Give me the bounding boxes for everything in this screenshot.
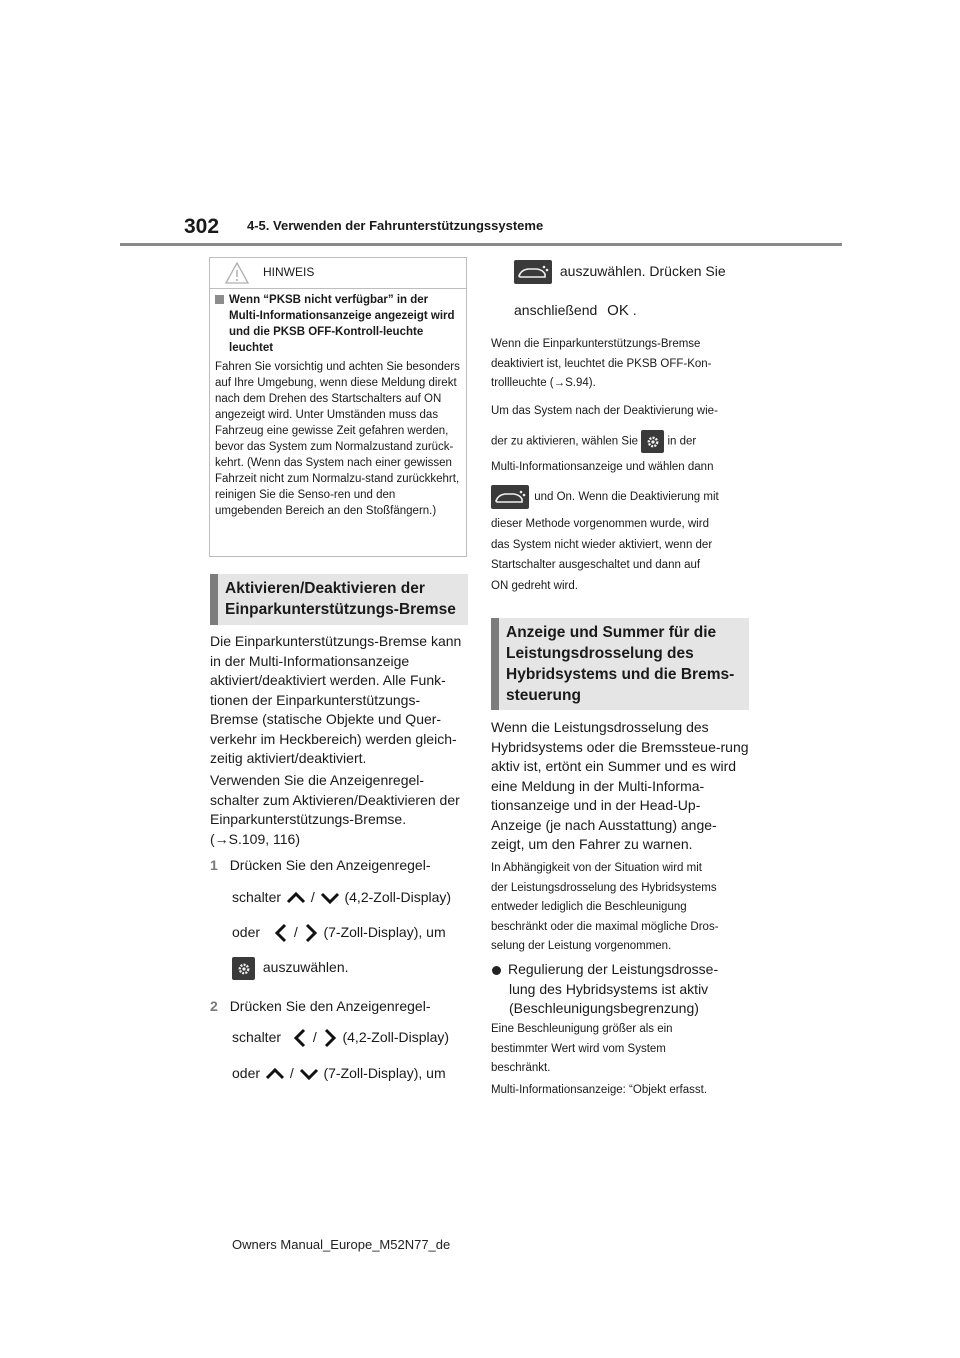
- step-1-slash-2: /: [293, 924, 298, 940]
- right-note-2-line-3: Multi-Informationsanzeige und wählen dann: [491, 461, 714, 473]
- right-note-1-line: trollleuchte (→S.94).: [491, 377, 596, 389]
- left-paragraph-2: [210, 771, 466, 849]
- footer-text: Owners Manual_Europe_M52N77_de: [232, 1237, 451, 1252]
- right-note-3-line: entweder lediglich die Beschleunigung: [491, 901, 687, 913]
- right-note-5: Multi-Informationsanzeige: “Objekt erfasst.: [491, 1084, 708, 1096]
- chevron-left-icon: [272, 923, 290, 943]
- bullet-text-2: lung des Hybridsystems ist aktiv: [509, 980, 709, 997]
- car-sensor-icon: [514, 260, 552, 284]
- right-cont-text-2: anschließend: [514, 302, 598, 318]
- step-1-line-3: [232, 923, 446, 943]
- right-note-1: [491, 335, 749, 394]
- right-cont-text-1: auszuwählen. Drücken Sie: [559, 262, 726, 279]
- chevron-down-icon: [319, 891, 341, 905]
- step-2-text-1: Drücken Sie den Anzeigenregel-: [229, 998, 431, 1014]
- chevron-left-icon: [291, 1028, 309, 1048]
- notice-body: Fahren Sie vorsichtig und achten Sie besonders auf Ihre Umgebung, wenn diese Meldung direkt nach dem Drehen des Startschalters auf ON angezeigt wird. Unter Umständen muss das Fahrzeug eine gewisse Zeit gefahren werden, bevor das System zum Normalzustand zurück-kehrt. (Wenn das System nach einer gewissen Fahrzeit nicht zum Normalzu-stand zurückkehrt, reinigen Sie die Senso-ren und den umgebenden Bereich an den Stoßfängern.): [215, 361, 460, 517]
- section-title: 4-5. Verwenden der Fahrunterstützungssysteme: [247, 218, 544, 233]
- left-paragraph-2-text: Verwenden Sie die Anzeigenregel-schalter zum Aktivieren/Deaktivieren der Einparkunterstützungs-Bremse.: [210, 772, 460, 827]
- notice-header: [210, 258, 466, 289]
- step-2-slash-2: /: [289, 1065, 294, 1081]
- step-1-line-1: [210, 856, 430, 876]
- right-note-2-rest-line: das System nicht wieder aktiviert, wenn der: [491, 538, 713, 551]
- right-note-1-line: Wenn die Einparkunterstützungs-Bremse: [491, 338, 701, 350]
- step-1-number: 1: [210, 857, 218, 873]
- notice-title: HINWEIS: [263, 265, 315, 279]
- right-note-2-rest-line: ON gedreht wird.: [491, 579, 578, 592]
- notice-lead: [215, 292, 459, 356]
- step-1-line-4: [232, 957, 349, 980]
- step-2-line-2: [232, 1028, 449, 1048]
- step-1-text-2b: (4,2-Zoll-Display): [344, 889, 452, 905]
- right-note-2-line-2: [491, 430, 696, 453]
- right-note-2-text-4: und On. Wenn die Deaktivierung mit: [534, 491, 719, 504]
- right-cont-line-2: [514, 301, 637, 321]
- gear-icon: [641, 430, 664, 453]
- step-1-text-2a: schalter: [232, 889, 282, 905]
- right-note-3: [491, 859, 719, 957]
- step-1-text-3a: oder: [232, 924, 261, 940]
- heading-power-restriction: Anzeige und Summer für die Leistungsdrosselung des Hybridsystems und die Brems-steuerung: [491, 618, 749, 710]
- right-note-3-line: der Leistungsdrosselung des Hybridsystems: [491, 881, 717, 894]
- right-note-2-line-4: [491, 485, 719, 509]
- step-1-text-4: auszuwählen.: [262, 959, 349, 976]
- step-2-text-2a: schalter: [232, 1029, 282, 1045]
- chevron-right-icon: [321, 1028, 339, 1048]
- step-2-line-1: [210, 997, 430, 1017]
- notice-lead-text: Wenn “PKSB nicht verfügbar” in der Multi-Informationsanzeige angezeigt wird und die PKSB OFF-Kontroll-leuchte leuchtet: [229, 294, 455, 354]
- right-note-3-line: beschränkt oder die maximal mögliche Dros-: [491, 920, 719, 933]
- step-1-text-1: Drücken Sie den Anzeigenregel-: [229, 857, 431, 873]
- header-rule: [120, 243, 842, 246]
- right-note-2-rest-line: dieser Methode vorgenommen wurde, wird: [491, 518, 709, 530]
- notice-box: [209, 257, 467, 557]
- right-note-2-rest: [491, 514, 712, 596]
- right-note-4-line: Eine Beschleunigung größer als ein: [491, 1023, 673, 1035]
- gear-icon: [232, 957, 255, 980]
- chevron-up-icon: [264, 1067, 286, 1081]
- warning-triangle-icon: [224, 261, 250, 285]
- right-note-2-text-2b: in der: [667, 435, 697, 448]
- bullet-item: [492, 960, 718, 1019]
- page-number: 302: [184, 215, 220, 238]
- right-note-3-line: selung der Leistung vorgenommen.: [491, 940, 672, 952]
- bullet-text-3: (Beschleunigungsbegrenzung): [509, 1000, 699, 1016]
- right-note-2-line-1: Um das System nach der Deaktivierung wie-: [491, 405, 718, 417]
- right-cont-line-1: [514, 260, 726, 284]
- right-note-2-rest-line: Startschalter ausgeschaltet und dann auf: [491, 559, 701, 571]
- right-note-4-line: beschränkt.: [491, 1062, 551, 1074]
- right-note-1-line: deaktiviert ist, leuchtet die PKSB OFF-Kon-: [491, 357, 712, 370]
- step-2-slash-1: /: [312, 1029, 317, 1045]
- bullet-dot-icon: [492, 966, 501, 975]
- step-1-line-2: [232, 888, 451, 908]
- right-cont-text-2-end: .: [632, 302, 637, 318]
- chevron-up-icon: [285, 891, 307, 905]
- step-2-text-3a: oder: [232, 1065, 261, 1081]
- step-2-number: 2: [210, 998, 218, 1014]
- ok-icon: OK: [607, 302, 629, 319]
- right-note-4: [491, 1020, 673, 1079]
- left-paragraph-1: Die Einparkunterstützungs-Bremse kann in der Multi-Informationsanzeige aktiviert/deaktiviert werden. Alle Funk-tionen der Einparkunterstützungs-Bremse (statische Objekte und Quer-verkehr im Heckbereich) werden gleich-zeitig aktiviert/deaktiviert.: [210, 633, 462, 766]
- right-note-2-text-2a: der zu aktivieren, wählen Sie: [491, 435, 639, 448]
- bullet-text-1: Regulierung der Leistungsdrosse-: [508, 961, 719, 977]
- step-2-line-3: [232, 1064, 446, 1084]
- right-paragraph: Wenn die Leistungsdrosselung des Hybridsystems oder die Bremssteue-rung aktiv ist, ertönt ein Summer und es wird eine Meldung in der Multi-Informa-tionsanzeige und in der Head-Up-Anzeige (je nach Ausstattung) ange-zeigt, um den Fahrer zu warnen.: [491, 719, 749, 852]
- left-paragraph-2-ref: (→S.109, 116): [210, 830, 301, 847]
- step-2-text-2b: (4,2-Zoll-Display): [342, 1029, 450, 1045]
- right-note-4-line: bestimmter Wert wird vom System: [491, 1042, 666, 1055]
- step-1-text-3b: (7-Zoll-Display), um: [323, 924, 446, 940]
- right-note-3-line: In Abhängigkeit von der Situation wird mit: [491, 862, 702, 874]
- heading-activate-deactivate: Aktivieren/Deaktivieren der Einparkunterstützungs-Bremse: [210, 574, 468, 625]
- square-bullet-icon: [215, 295, 224, 304]
- step-1-slash-1: /: [310, 889, 315, 905]
- chevron-right-icon: [302, 923, 320, 943]
- car-sensor-icon: [491, 485, 529, 509]
- step-2-text-3b: (7-Zoll-Display), um: [323, 1065, 446, 1081]
- chevron-down-icon: [298, 1067, 320, 1081]
